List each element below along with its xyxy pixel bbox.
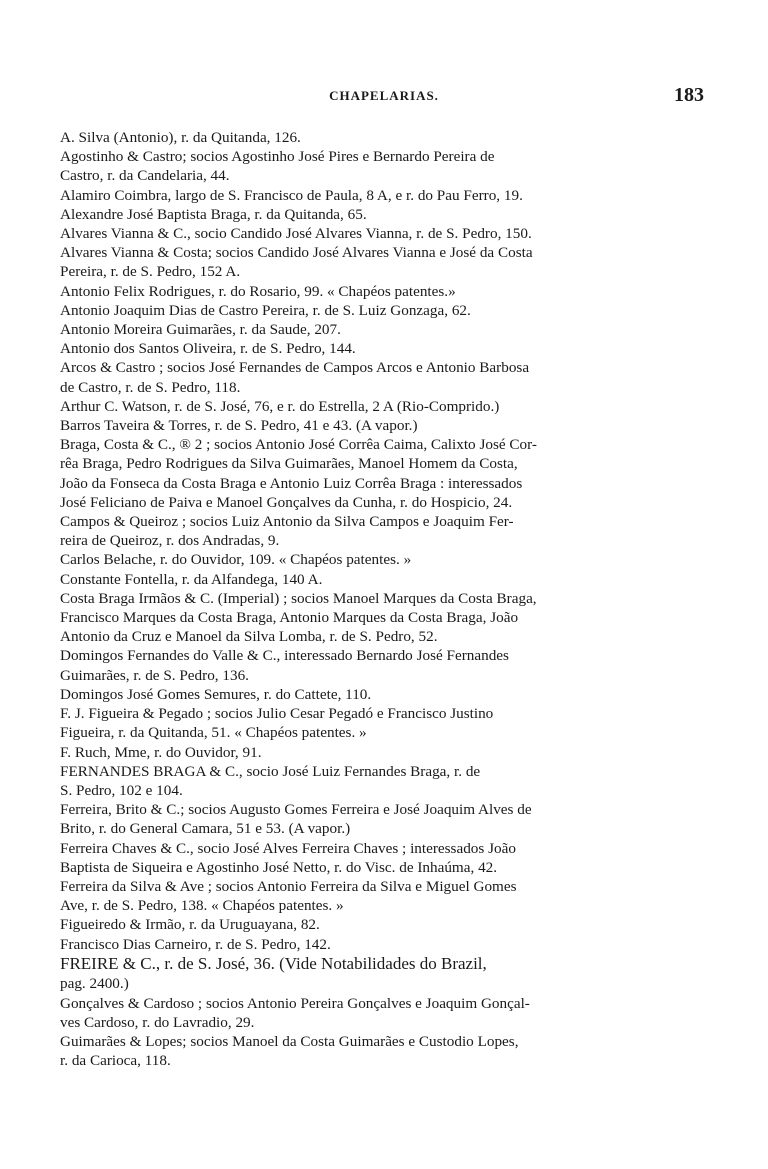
list-item [60, 954, 708, 994]
list-item [60, 743, 708, 762]
list-item [60, 243, 708, 281]
list-item [60, 762, 708, 800]
page-header [0, 84, 768, 112]
entry-continuation-line: Ave, r. de S. Pedro, 138. « Chapéos patentes. » [60, 897, 344, 915]
entry-continuation-line: Guimarães, r. de S. Pedro, 136. [60, 666, 249, 684]
entry-continuation-line: r. da Carioca, 118. [60, 1052, 171, 1070]
list-item [60, 320, 708, 339]
list-item [60, 186, 708, 205]
entry-line: Antonio Moreira Guimarães, r. da Saude, 207. [60, 321, 341, 339]
entry-line: Figueiredo & Irmão, r. da Uruguayana, 82. [60, 916, 320, 934]
entry-line: Antonio dos Santos Oliveira, r. de S. Pedro, 144. [60, 340, 356, 358]
list-item [60, 282, 708, 301]
entry-line: Guimarães & Lopes; socios Manoel da Costa Guimarães e Custodio Lopes, [60, 1033, 519, 1051]
entry-continuation-line: João da Fonseca da Costa Braga e Antonio Luiz Corrêa Braga : interessados [60, 474, 523, 492]
entry-line: Gonçalves & Cardoso ; socios Antonio Pereira Gonçalves e Joaquim Gonçal- [60, 994, 530, 1012]
entry-line: Arcos & Castro ; socios José Fernandes de Campos Arcos e Antonio Barbosa [60, 359, 530, 377]
list-item [60, 570, 708, 589]
entry-line: FERNANDES BRAGA & C., socio José Luiz Fernandes Braga, r. de [60, 762, 481, 780]
list-item [60, 416, 708, 435]
list-item [60, 435, 708, 512]
list-item [60, 224, 708, 243]
entry-line: F. Ruch, Mme, r. do Ouvidor, 91. [60, 743, 262, 761]
entry-continuation-line: ves Cardoso, r. do Lavradio, 29. [60, 1013, 255, 1031]
entry-line: Campos & Queiroz ; socios Luiz Antonio da Silva Campos e Joaquim Fer- [60, 513, 514, 531]
entry-line: Alexandre José Baptista Braga, r. da Quitanda, 65. [60, 205, 367, 223]
page-number: 183 [674, 84, 704, 106]
entry-line: Barros Taveira & Torres, r. de S. Pedro, 41 e 43. (A vapor.) [60, 417, 418, 435]
entry-line: Braga, Costa & C., ® 2 ; socios Antonio José Corrêa Caima, Calixto José Cor- [60, 436, 537, 454]
list-item [60, 646, 708, 684]
entry-line: FREIRE & C., r. de S. José, 36. (Vide Notabilidades do Brazil, [60, 953, 487, 973]
entry-line: Constante Fontella, r. da Alfandega, 140 A. [60, 570, 323, 588]
entry-line: A. Silva (Antonio), r. da Quitanda, 126. [60, 129, 301, 146]
list-item [60, 339, 708, 358]
entry-list [60, 128, 708, 1071]
entry-continuation-line: reira de Queiroz, r. dos Andradas, 9. [60, 532, 280, 550]
entry-continuation-line: Figueira, r. da Quitanda, 51. « Chapéos patentes. » [60, 724, 367, 742]
list-item [60, 1032, 708, 1070]
entry-continuation-line: Brito, r. do General Camara, 51 e 53. (A vapor.) [60, 820, 351, 838]
list-item [60, 358, 708, 396]
entry-continuation-line: Pereira, r. de S. Pedro, 152 A. [60, 263, 241, 281]
list-item [60, 704, 708, 742]
entry-line: Ferreira da Silva & Ave ; socios Antonio Ferreira da Silva e Miguel Gomes [60, 877, 517, 895]
entry-line: F. J. Figueira & Pegado ; socios Julio Cesar Pegadó e Francisco Justino [60, 705, 494, 723]
entry-line: Agostinho & Castro; socios Agostinho José Pires e Bernardo Pereira de [60, 148, 495, 166]
list-item [60, 550, 708, 569]
entry-line: Alamiro Coimbra, largo de S. Francisco de Paula, 8 A, e r. do Pau Ferro, 19. [60, 186, 523, 204]
entry-continuation-line: Castro, r. da Candelaria, 44. [60, 167, 230, 185]
entry-continuation-line: rêa Braga, Pedro Rodrigues da Silva Guimarães, Manoel Homem da Costa, [60, 455, 518, 473]
entry-continuation-line: Francisco Marques da Costa Braga, Antonio Marques da Costa Braga, João [60, 609, 519, 627]
list-item [60, 839, 708, 877]
entry-continuation-line: pag. 2400.) [60, 974, 129, 992]
list-item [60, 935, 708, 954]
list-item [60, 397, 708, 416]
entry-line: Costa Braga Irmãos & C. (Imperial) ; socios Manoel Marques da Costa Braga, [60, 589, 537, 607]
list-item [60, 685, 708, 704]
running-title: CHAPELARIAS. [329, 88, 439, 103]
entry-line: Alvares Vianna & C., socio Candido José Alvares Vianna, r. de S. Pedro, 150. [60, 225, 532, 243]
entry-line: Antonio Felix Rodrigues, r. do Rosario, 99. « Chapéos patentes.» [60, 282, 456, 300]
entry-continuation-line: S. Pedro, 102 e 104. [60, 781, 183, 799]
list-item [60, 915, 708, 934]
list-item [60, 800, 708, 838]
list-item [60, 877, 708, 915]
entry-line: Ferreira, Brito & C.; socios Augusto Gomes Ferreira e José Joaquim Alves de [60, 801, 532, 819]
entry-continuation-line: José Feliciano de Paiva e Manoel Gonçalves da Cunha, r. do Hospicio, 24. [60, 493, 513, 511]
entry-line: Ferreira Chaves & C., socio José Alves Ferreira Chaves ; interessados João [60, 839, 516, 857]
entry-continuation-line: de Castro, r. de S. Pedro, 118. [60, 378, 241, 396]
entry-line: Domingos José Gomes Semures, r. do Cattete, 110. [60, 685, 372, 703]
entry-line: Antonio Joaquim Dias de Castro Pereira, r. de S. Luiz Gonzaga, 62. [60, 301, 471, 319]
list-item [60, 301, 708, 320]
entry-line: Francisco Dias Carneiro, r. de S. Pedro, 142. [60, 935, 331, 953]
list-item [60, 589, 708, 647]
entry-continuation-line: Baptista de Siqueira e Agostinho José Netto, r. do Visc. de Inhaúma, 42. [60, 858, 498, 876]
list-item [60, 205, 708, 224]
list-item [60, 147, 708, 185]
entry-line: Alvares Vianna & Costa; socios Candido José Alvares Vianna e José da Costa [60, 244, 533, 262]
entry-continuation-line: Antonio da Cruz e Manoel da Silva Lomba, r. de S. Pedro, 52. [60, 628, 438, 646]
entry-line: Carlos Belache, r. do Ouvidor, 109. « Chapéos patentes. » [60, 551, 412, 569]
entry-line: Arthur C. Watson, r. de S. José, 76, e r. do Estrella, 2 A (Rio-Comprido.) [60, 397, 500, 415]
list-item [60, 994, 708, 1032]
list-item [60, 128, 708, 147]
list-item [60, 512, 708, 550]
entry-line: Domingos Fernandes do Valle & C., interessado Bernardo José Fernandes [60, 647, 509, 665]
